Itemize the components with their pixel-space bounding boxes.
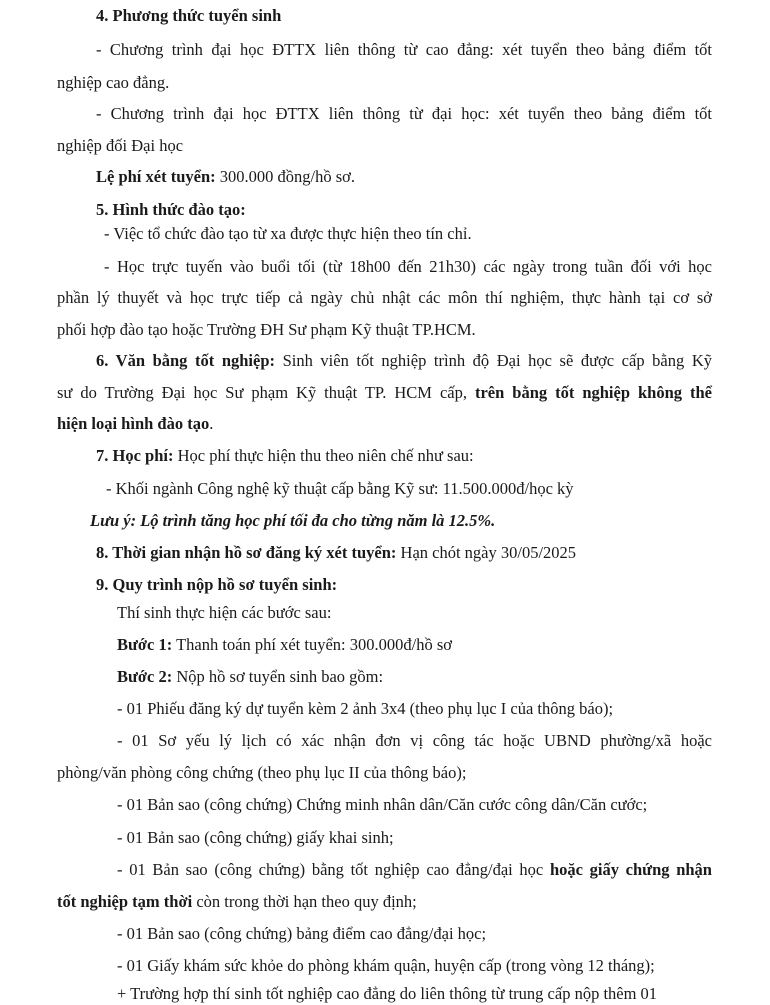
section-6-text-3-bold: hiện loại hình đào tạo <box>57 414 210 433</box>
section-7-item-1: - Khối ngành Công nghệ kỹ thuật cấp bằng Kỹ sư: 11.500.000đ/học kỳ <box>106 479 574 498</box>
document-item-1: - 01 Phiếu đăng ký dự tuyển kèm 2 ảnh 3x4 (theo phụ lục I của thông báo); <box>117 699 614 718</box>
step-2-text: Nộp hồ sơ tuyển sinh bao gồm: <box>172 667 384 686</box>
step-1 <box>117 635 770 655</box>
document-item-5-line-1 <box>117 860 712 880</box>
section-8-heading: 8. Thời gian nhận hồ sơ đăng ký xét tuyển: <box>96 543 397 562</box>
document-item-6: - 01 Bản sao (công chứng) bảng điểm cao đẳng/đại học; <box>117 924 487 943</box>
section-4-item-1-line-1: - Chương trình đại học ĐTTX liên thông từ cao đẳng: xét tuyển theo bảng điểm tốt <box>96 40 712 59</box>
section-7-text: Học phí thực hiện thu theo niên chế như sau: <box>173 446 474 465</box>
step-1-label: Bước 1: <box>117 635 173 654</box>
section-8-text: Hạn chót ngày 30/05/2025 <box>396 543 577 562</box>
section-6-line-2 <box>57 383 712 403</box>
document-item-4: - 01 Bản sao (công chứng) giấy khai sinh; <box>117 828 394 847</box>
section-7-heading: 7. Học phí: <box>96 446 174 465</box>
section-6-text-2-bold: trên bằng tốt nghiệp không thể <box>474 383 712 402</box>
section-6-text-2: sư do Trường Đại học Sư phạm Kỹ thuật TP. HCM cấp, <box>57 383 475 402</box>
step-2 <box>117 667 770 687</box>
document-item-5-bold-2: tốt nghiệp tạm thời <box>57 892 193 911</box>
document-item-2-line-1: - 01 Sơ yếu lý lịch có xác nhận đơn vị công tác hoặc UBND phường/xã hoặc <box>117 731 712 750</box>
admission-fee-label: Lệ phí xét tuyển: <box>96 167 216 186</box>
section-4-item-2-line-2: nghiệp đối Đại học <box>57 136 184 155</box>
section-5-item-2-line-2: phần lý thuyết và học trực tiếp cả ngày chủ nhật các môn thí nghiệm, thực hành tại cơ sở <box>57 288 712 307</box>
section-5-item-1: - Việc tổ chức đào tạo từ xa được thực hiện theo tín chỉ. <box>104 224 472 243</box>
document-item-5-line-2 <box>57 892 770 912</box>
document-item-7: - 01 Giấy khám sức khỏe do phòng khám quận, huyện cấp (trong vòng 12 tháng); <box>117 956 655 975</box>
document-item-3: - 01 Bản sao (công chứng) Chứng minh nhân dân/Căn cước công dân/Căn cước; <box>117 795 648 814</box>
section-6-text-3: . <box>209 414 214 433</box>
section-4-item-2-line-1: - Chương trình đại học ĐTTX liên thông từ đại học: xét tuyển theo bảng điểm tốt <box>96 104 712 123</box>
section-5-item-2-line-3: phối hợp đào tạo hoặc Trường ĐH Sư phạm Kỹ thuật TP.HCM. <box>57 320 476 339</box>
admission-fee <box>96 167 770 187</box>
section-5-item-2-line-1: - Học trực tuyến vào buổi tối (từ 18h00 đến 21h30) các ngày trong tuần đối với học <box>104 257 712 276</box>
section-4-heading: 4. Phương thức tuyển sinh <box>96 6 282 25</box>
section-5-heading: 5. Hình thức đào tạo: <box>96 200 246 219</box>
section-6-line-3 <box>57 414 770 434</box>
document-item-2-line-2: phòng/văn phòng công chứng (theo phụ lục II của thông báo); <box>57 763 467 782</box>
section-7-line <box>96 446 770 466</box>
section-9-heading: 9. Quy trình nộp hồ sơ tuyển sinh: <box>96 575 338 594</box>
document-item-5-text: - 01 Bản sao (công chứng) bằng tốt nghiệp cao đẳng/đại học <box>117 860 550 879</box>
step-1-text: Thanh toán phí xét tuyển: 300.000đ/hồ sơ <box>172 635 452 654</box>
step-2-label: Bước 2: <box>117 667 173 686</box>
section-6-heading: 6. Văn bằng tốt nghiệp: <box>96 351 276 370</box>
document-item-8: + Trường hợp thí sinh tốt nghiệp cao đẳng do liên thông từ trung cấp nộp thêm 01 <box>117 984 658 1003</box>
admission-fee-value: 300.000 đồng/hồ sơ. <box>215 167 355 186</box>
section-6-text-1: Sinh viên tốt nghiệp trình độ Đại học sẽ được cấp bằng Kỹ <box>275 351 712 370</box>
document-item-5-text-2: còn trong thời hạn theo quy định; <box>192 892 417 911</box>
section-6-line-1 <box>96 351 712 371</box>
section-9-intro: Thí sinh thực hiện các bước sau: <box>117 603 332 622</box>
section-8-line <box>96 543 770 563</box>
document-item-5-bold: hoặc giấy chứng nhận <box>549 860 712 879</box>
section-4-item-1-line-2: nghiệp cao đẳng. <box>57 73 170 92</box>
tuition-note: Lưu ý: Lộ trình tăng học phí tối đa cho từng năm là 12.5%. <box>90 511 496 530</box>
